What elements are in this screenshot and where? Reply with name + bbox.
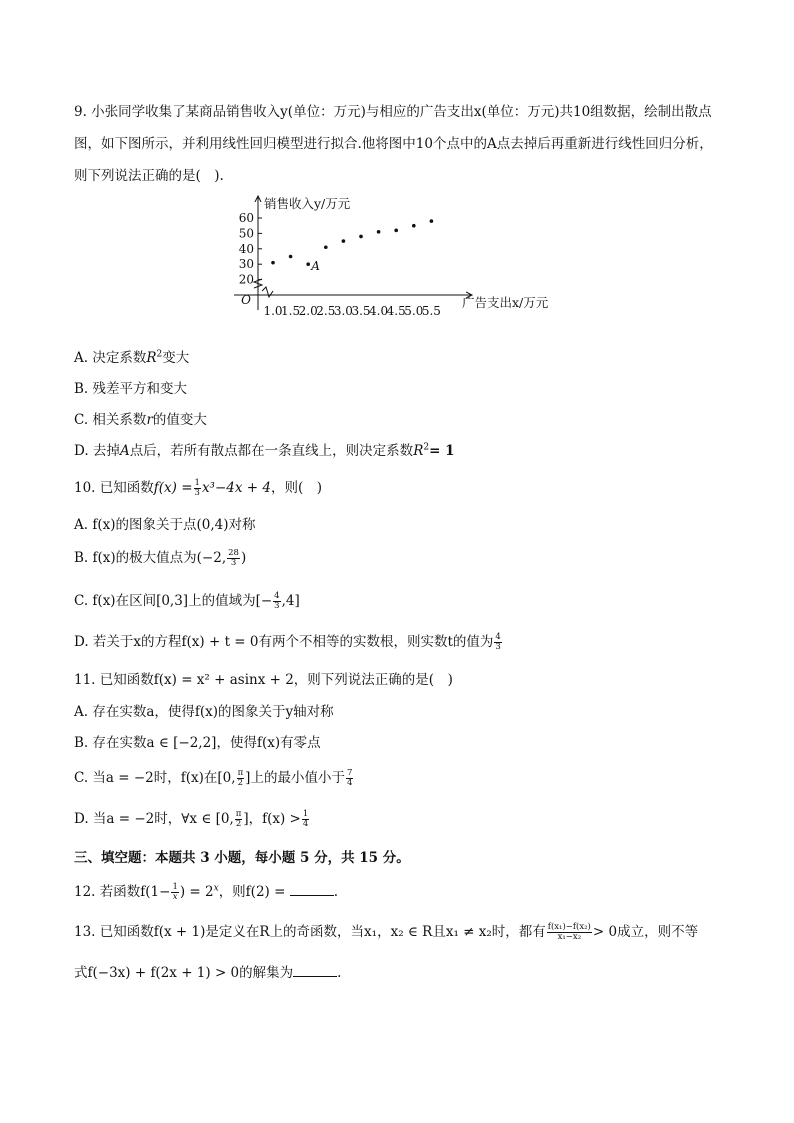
x-tick-label: 1.0	[263, 304, 283, 318]
data-point	[306, 262, 310, 266]
data-point	[412, 224, 416, 228]
question-11-stem: 11. 已知函数f(x) = x² + asinx + 2，则下列说法正确的是( )	[74, 672, 453, 688]
x-tick-label: 4.0	[369, 304, 389, 318]
data-point	[324, 245, 328, 249]
y-tick-label: 40	[238, 241, 254, 256]
data-point	[359, 235, 363, 239]
y-tick-label: 20	[238, 272, 254, 287]
answer-blank-12[interactable]	[290, 883, 334, 896]
answer-blank-13[interactable]	[293, 964, 337, 977]
scatter-chart	[0, 188, 794, 318]
q10-option-c: C. f(x)在区间[0,3]上的值域为[− $\frac{4}{3}$ ,4]	[74, 591, 300, 611]
q9-option-b: B. 残差平方和变大	[74, 381, 188, 397]
q11-option-c: C. 当a = −2时，f(x)在[0, $\frac{\pi}{2}$ ]上的最小值小于 $\frac{7}{4}$	[74, 768, 353, 788]
x-tick-label: 5.5	[421, 304, 441, 318]
data-point	[394, 229, 398, 233]
q10-option-d: D. 若关于x的方程f(x) + t = 0有两个不相等的实数根，则实数t的值为 $\frac{4}{3}$	[74, 632, 501, 652]
question-10-stem: 10. 已知函数f(x) = $\frac{1}{3}$ x³−4x + 4，则( )	[74, 478, 323, 498]
x-tick-label: 4.5	[386, 304, 406, 318]
y-tick-label: 50	[238, 226, 254, 241]
q11-option-a: A. 存在实数a，使得f(x)的图象关于y轴对称	[74, 704, 334, 720]
data-point	[271, 261, 275, 265]
x-tick-label: 2.0	[298, 304, 318, 318]
point-label-a: A	[311, 259, 320, 274]
section-3-header: 三、填空题：本题共 3 小题，每小题 5 分，共 15 分。	[74, 850, 410, 866]
x-axis-label: 广告支出x/万元	[462, 295, 549, 310]
question-12: 12. 若函数f(1− $\frac{1}{x}$ ) = $2^x$，则f(2) = .	[74, 882, 339, 902]
origin-label: O	[241, 293, 251, 307]
question-13-line-1: 13. 已知函数f(x + 1)是定义在R上的奇函数，当x₁，x₂ ∈ R且x₁ ≠ x₂时，都有 $\frac{\text{f(x₁)−f(x₂)}}{\text{x₁−x₂}}$ > 0成立，则不等	[74, 922, 699, 942]
data-point	[342, 239, 346, 243]
x-tick-label: 3.5	[351, 304, 371, 318]
y-axis-break	[254, 279, 262, 288]
x-tick-label: 1.5	[281, 304, 301, 318]
data-point	[377, 230, 381, 234]
data-point	[430, 219, 434, 223]
q9-option-d: D. 去掉A点后，若所有散点都在一条直线上，则决定系数$R^2= 1$	[74, 442, 455, 459]
question-9-stem: 9. 小张同学收集了某商品销售收入y(单位：万元)与相应的广告支出x(单位：万元)共10组数据，绘制出散点图，如下图所示，并利用线性回归模型进行拟合.他将图中10个点中的A点去掉后再重新进行线性回归分析，则下列说法正确的是( ).	[74, 104, 713, 184]
x-tick-label: 3.0	[333, 304, 353, 318]
q11-option-b: B. 存在实数a ∈ [−2,2]，使得f(x)有零点	[74, 735, 321, 751]
question-13-line-2: 式f(−3x) + f(2x + 1) > 0的解集为 .	[74, 965, 342, 981]
q11-option-d: D. 当a = −2时，∀x ∈ [0, $\frac{\pi}{2}$ ]，f(x) > $\frac{1}{4}$	[74, 809, 309, 829]
y-tick-label: 30	[238, 257, 254, 272]
x-tick-label: 2.5	[316, 304, 336, 318]
data-point	[289, 255, 293, 259]
x-tick-label: 5.0	[404, 304, 424, 318]
q9-option-c: C. 相关系数r的值变大	[74, 412, 207, 428]
y-tick-label: 60	[238, 211, 254, 225]
q10-option-b: B. f(x)的极大值点为(−2, $\frac{28}{3}$ )	[74, 548, 247, 568]
y-axis-label: 销售收入y/万元	[264, 196, 351, 211]
q10-option-a: A. f(x)的图象关于点(0,4)对称	[74, 517, 256, 533]
q9-option-a: A. 决定系数$R^2$变大	[74, 349, 190, 366]
